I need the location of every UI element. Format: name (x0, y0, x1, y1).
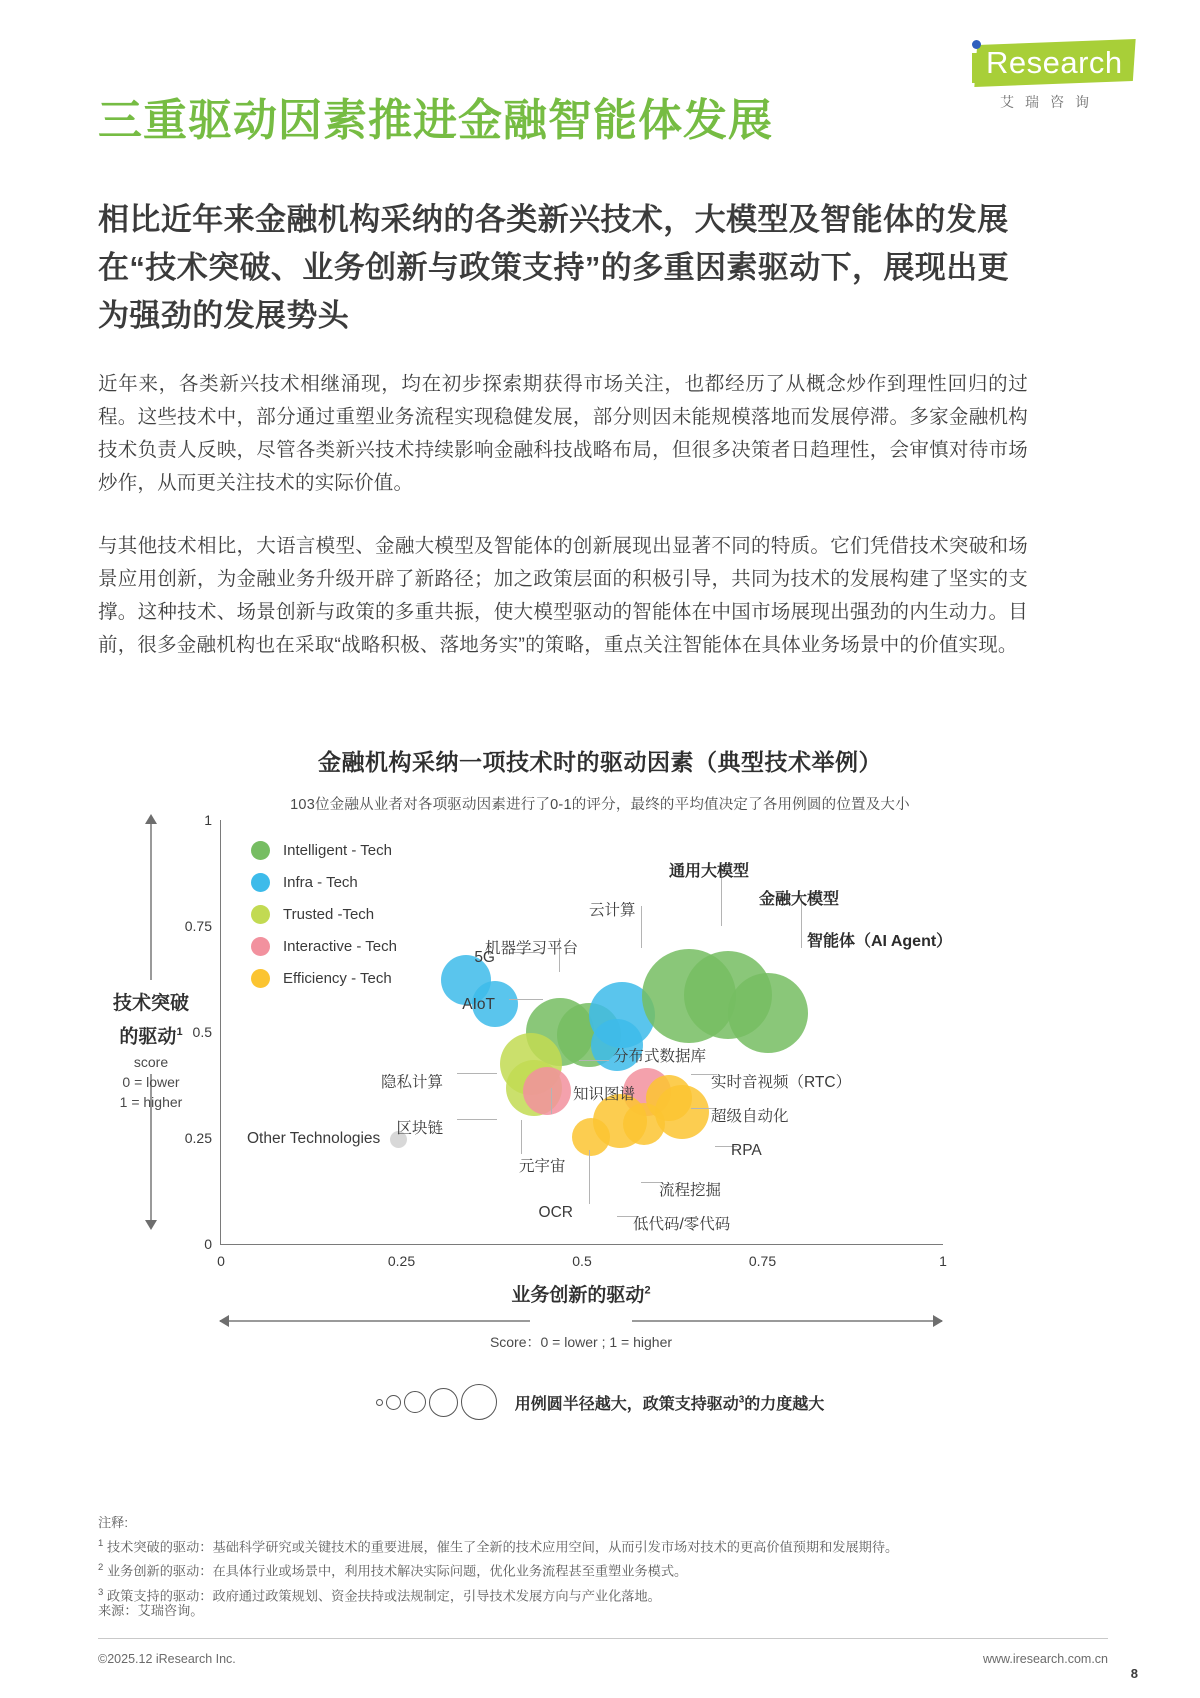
chart-annotation-0: 5G (474, 949, 495, 966)
chart-subtitle: 103位金融从业者对各项驱动因素进行了0-1的评分，最终的平均值决定了各用例圆的位置及大小 (290, 797, 910, 813)
bubble-size-legend-circles (376, 1384, 497, 1420)
logo-i-bar-icon (972, 53, 981, 83)
x-axis-tick-4: 1 (939, 1253, 947, 1269)
chart-annotation-4: 分布式数据库 (613, 1048, 707, 1065)
chart-annotation-8: 元宇宙 (519, 1158, 566, 1175)
page-title: 三重驱动因素推进金融智能体发展 (98, 96, 773, 145)
chart-annotation-17: OCR (538, 1204, 573, 1221)
legend-item-1 (251, 866, 397, 898)
x-axis-score-caption: Score：0 = lower ; 1 = higher (220, 1332, 942, 1352)
bubble-16 (623, 1103, 665, 1145)
note-1-superscript: 1 (98, 1538, 104, 1549)
legend-item-0 (251, 834, 397, 866)
note-3-text: 政策支持的驱动：政府通过政策规划、资金扶持或法规制定，引导技术发展方向与产业化落地。 (106, 1588, 661, 1604)
leader-line-2 (457, 1073, 497, 1074)
body-paragraph-1: 近年来，各类新兴技术相继涌现，均在初步探索期获得市场关注，也都经历了从概念炒作到理性回归的过程。这些技术中，部分通过重塑业务流程实现稳健发展，部分则因未能规模落地而发展停滞。多家金融机构技术负责人反映，尽管各类新兴技术持续影响金融科技战略布局，但很多决策者日趋理性，会审慎对待市场炒作，从而更关注技术的实际价值。 (98, 373, 1028, 494)
y-axis-tick-3: 0.75 (184, 918, 212, 934)
leader-line-3 (457, 1119, 497, 1120)
x-axis-tick-1: 0.25 (387, 1253, 416, 1269)
y-axis-tick-0: 0 (204, 1236, 212, 1252)
size-circle-1 (376, 1399, 383, 1406)
chart-annotation-2: 机器学习平台 (485, 940, 579, 957)
y-score-line-1: 0 = lower (122, 1074, 180, 1090)
footer-divider (98, 1638, 1108, 1639)
leader-line-8 (521, 1120, 522, 1154)
chart-annotation-3: 云计算 (589, 902, 636, 919)
logo-mark (950, 36, 1140, 88)
y-axis-title-line1: 技术突破 (112, 993, 189, 1014)
bubble-size-legend (220, 1384, 980, 1420)
legend-dot-icon (251, 841, 270, 860)
y-axis-title-line2: 的驱动 (119, 1026, 177, 1048)
bubble-size-legend-text (515, 1391, 825, 1414)
x-axis-arrow-row (220, 1320, 942, 1322)
legend-label: Infra - Tech (283, 873, 358, 891)
legend-dot-icon (251, 905, 270, 924)
legend-label: Trusted -Tech (283, 905, 375, 923)
chart-annotation-15: 流程挖掘 (659, 1182, 722, 1199)
scatter-plot-area (184, 812, 953, 1269)
size-legend-tail: 的力度越大 (744, 1395, 825, 1413)
legend-item-2 (251, 898, 397, 930)
note-2-text: 业务创新的驱动：在具体行业或场景中，利用技术解决实际问题，优化业务流程甚至重塑业务模式。 (106, 1563, 688, 1579)
x-axis-tick-3: 0.75 (748, 1253, 777, 1269)
legend-dot-icon (251, 969, 270, 988)
x-axis-tick-0: 0 (217, 1253, 225, 1269)
y-axis-tick-4: 1 (204, 812, 212, 828)
bubble-17 (572, 1118, 610, 1156)
chart-annotation-16: 低代码/零代码 (633, 1216, 731, 1233)
other-technologies-label: Other Technologies (247, 1130, 381, 1147)
leader-line-6 (579, 1060, 609, 1061)
notes-title: 注释: (98, 1515, 129, 1530)
logo-chinese-name: 艾瑞咨询 (1000, 94, 1100, 110)
chart-annotation-11: 智能体（AI Agent） (807, 933, 953, 950)
leader-line-7 (551, 1088, 552, 1114)
chart-annotation-5: 知识图谱 (573, 1086, 636, 1103)
footer-copyright: ©2025.12 iResearch Inc. (98, 1652, 236, 1666)
size-circle-2 (386, 1395, 401, 1410)
x-axis-arrow-right (632, 1320, 942, 1322)
note-1-text: 技术突破的驱动：基础科学研究或关键技术的重要进展，催生了全新的技术应用空间，从而引发市场对技术的更高价值预期和发展期待。 (106, 1539, 899, 1555)
chart-annotation-13: 超级自动化 (711, 1108, 789, 1125)
y-axis-tick-1: 0.25 (184, 1130, 212, 1146)
chart-title: 金融机构采纳一项技术时的驱动因素（典型技术举例） (318, 749, 882, 775)
x-axis-title-superscript: 2 (644, 1284, 651, 1297)
y-axis-arrow-up (150, 822, 152, 980)
legend-dot-icon (251, 873, 270, 892)
bubble-11 (728, 973, 808, 1053)
legend-label: Intelligent - Tech (283, 841, 392, 859)
chart-annotation-14: RPA (731, 1142, 762, 1159)
y-axis-score-caption (78, 1052, 224, 1112)
chart-annotation-1: AIoT (462, 996, 495, 1013)
iresearch-logo (950, 36, 1140, 112)
size-legend-superscript: 3 (738, 1394, 745, 1406)
chart-annotation-7: 区块链 (396, 1120, 443, 1137)
page-subtitle: 相比近年来金融机构采纳的各类新兴技术，大模型及智能体的发展在“技术突破、业务创新与政策支持”的多重因素驱动下，展现出更为强劲的发展势头 (98, 202, 1009, 333)
footer-website[interactable]: www.iresearch.com.cn (982, 1652, 1108, 1666)
x-axis-title (220, 1280, 942, 1307)
leader-line-5 (641, 906, 642, 948)
chart-annotation-12: 实时音视频（RTC） (711, 1074, 852, 1091)
body-paragraph-2: 与其他技术相比，大语言模型、金融大模型及智能体的创新展现出显著不同的特质。它们凭借技术突破和场景应用创新，为金融业务升级开辟了新路径；加之政策层面的积极引导，共同为技术的发展构建了坚实的支撑。这种技术、场景创新与政策的多重共振，使大模型驱动的智能体在中国市场展现出强劲的内生动力。目前，很多金融机构也在采取“战略积极、落地务实”的策略，重点关注智能体在具体业务场景中的价值实现。 (98, 535, 1028, 656)
size-circle-3 (404, 1391, 426, 1413)
note-3 (98, 1582, 1108, 1606)
leader-line-1 (509, 999, 543, 1000)
y-score-line-2: 1 = higher (119, 1094, 183, 1110)
source-line: 来源：艾瑞咨询。 (98, 1603, 204, 1618)
note-2 (98, 1557, 1108, 1581)
logo-i-dot-icon (972, 40, 981, 49)
x-axis-arrow-left (220, 1320, 530, 1322)
chart-container (78, 744, 1122, 1464)
size-circle-5 (461, 1384, 497, 1420)
bubble-8 (523, 1067, 571, 1115)
note-3-superscript: 3 (98, 1586, 104, 1598)
y-axis-title (78, 990, 224, 1051)
logo-wordmark: Research (986, 45, 1123, 80)
size-circle-4 (429, 1388, 458, 1417)
series-legend (251, 834, 397, 994)
page-number: 8 (1130, 1666, 1138, 1681)
note-2-superscript: 2 (98, 1562, 104, 1574)
size-legend-head: 用例圆半径越大，政策支持驱动 (514, 1395, 739, 1413)
leader-line-16 (589, 1150, 590, 1204)
note-1 (98, 1533, 1108, 1557)
y-axis-tick-2: 0.5 (192, 1024, 212, 1040)
notes-block (98, 1512, 1108, 1606)
x-axis-title-text: 业务创新的驱动 (511, 1285, 645, 1306)
legend-label: Efficiency - Tech (283, 969, 392, 987)
chart-annotation-9: 通用大模型 (669, 863, 750, 880)
chart-annotation-10: 金融大模型 (759, 891, 840, 908)
chart-annotation-6: 隐私计算 (380, 1074, 443, 1091)
legend-label: Interactive - Tech (283, 937, 397, 955)
y-axis-title-superscript: 1 (176, 1026, 183, 1038)
y-score-line-0: score (133, 1054, 169, 1070)
x-axis-tick-2: 0.5 (572, 1253, 592, 1269)
